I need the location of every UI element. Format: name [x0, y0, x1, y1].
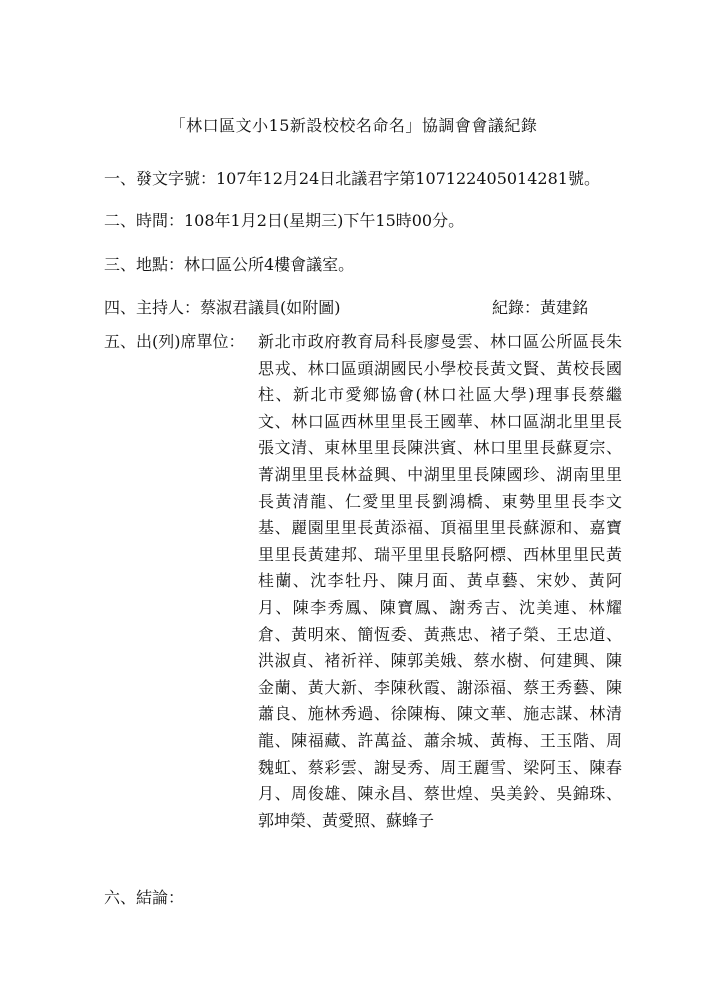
host-line — [104, 295, 604, 318]
dispatch-number-line: 一、發文字號：107年12月24日北議君字第107122405014281號。 — [104, 169, 600, 188]
recorder-text: 紀錄：黃建銘 — [492, 298, 589, 317]
host-text: 四、主持人：蔡淑君議員(如附圖) — [104, 298, 341, 317]
document-title: 「林口區文小15新設校校名命名」協調會會議紀錄 — [169, 116, 538, 135]
attendees-list: 新北市政府教育局科長廖曼雲、林口區公所區長朱思戎、林口區頭湖國民小學校長黃文賢、黃校長國柱、新北市愛鄉協會(林口社區大學)理事長蔡繼文、林口區西林里里長王國華、林口區湖北里里長張文清、東林里里長陳洪賓、林口里里長蘇夏宗、菁湖里里長林益興、中湖里里長陳國珍、湖南里里長黃清龍、仁愛里里長劉鴻橋、東勢里里長李文基、麗園里里長黃添福、頂福里里長蘇源和、嘉寶里里長黃建邦、瑞平里里長駱阿標、西林里里民黃桂蘭、沈李牡丹、陳月面、黃卓藝、宋妙、黃阿月、陳李秀鳳、陳寶鳳、謝秀吉、沈美連、林耀倉、黃明來、簡恆委、黃燕忠、褚子榮、王忠道、洪淑貞、褚祈祥、陳郭美娥、蔡水樹、何建興、陳金蘭、黃大新、李陳秋霞、謝添福、蔡王秀藝、陳蕭良、施林秀過、徐陳梅、陳文華、施志謀、林清龍、陳福藏、許萬益、蕭余城、黃梅、王玉階、周魏虹、蔡彩雲、謝旻秀、周王麗雪、梁阿玉、陳春月、周俊雄、陳永昌、蔡世煌、吳美鈴、吳錦珠、郭坤榮、黃愛照、蘇蜂子 — [258, 332, 622, 830]
meeting-place-line: 三、地點：林口區公所4樓會議室。 — [104, 255, 355, 274]
conclusion-line: 六、結論： — [104, 888, 185, 907]
attendees-label: 五、出(列)席單位： — [104, 332, 245, 351]
meeting-time-line: 二、時間：108年1月2日(星期三)下午15時00分。 — [104, 211, 465, 230]
